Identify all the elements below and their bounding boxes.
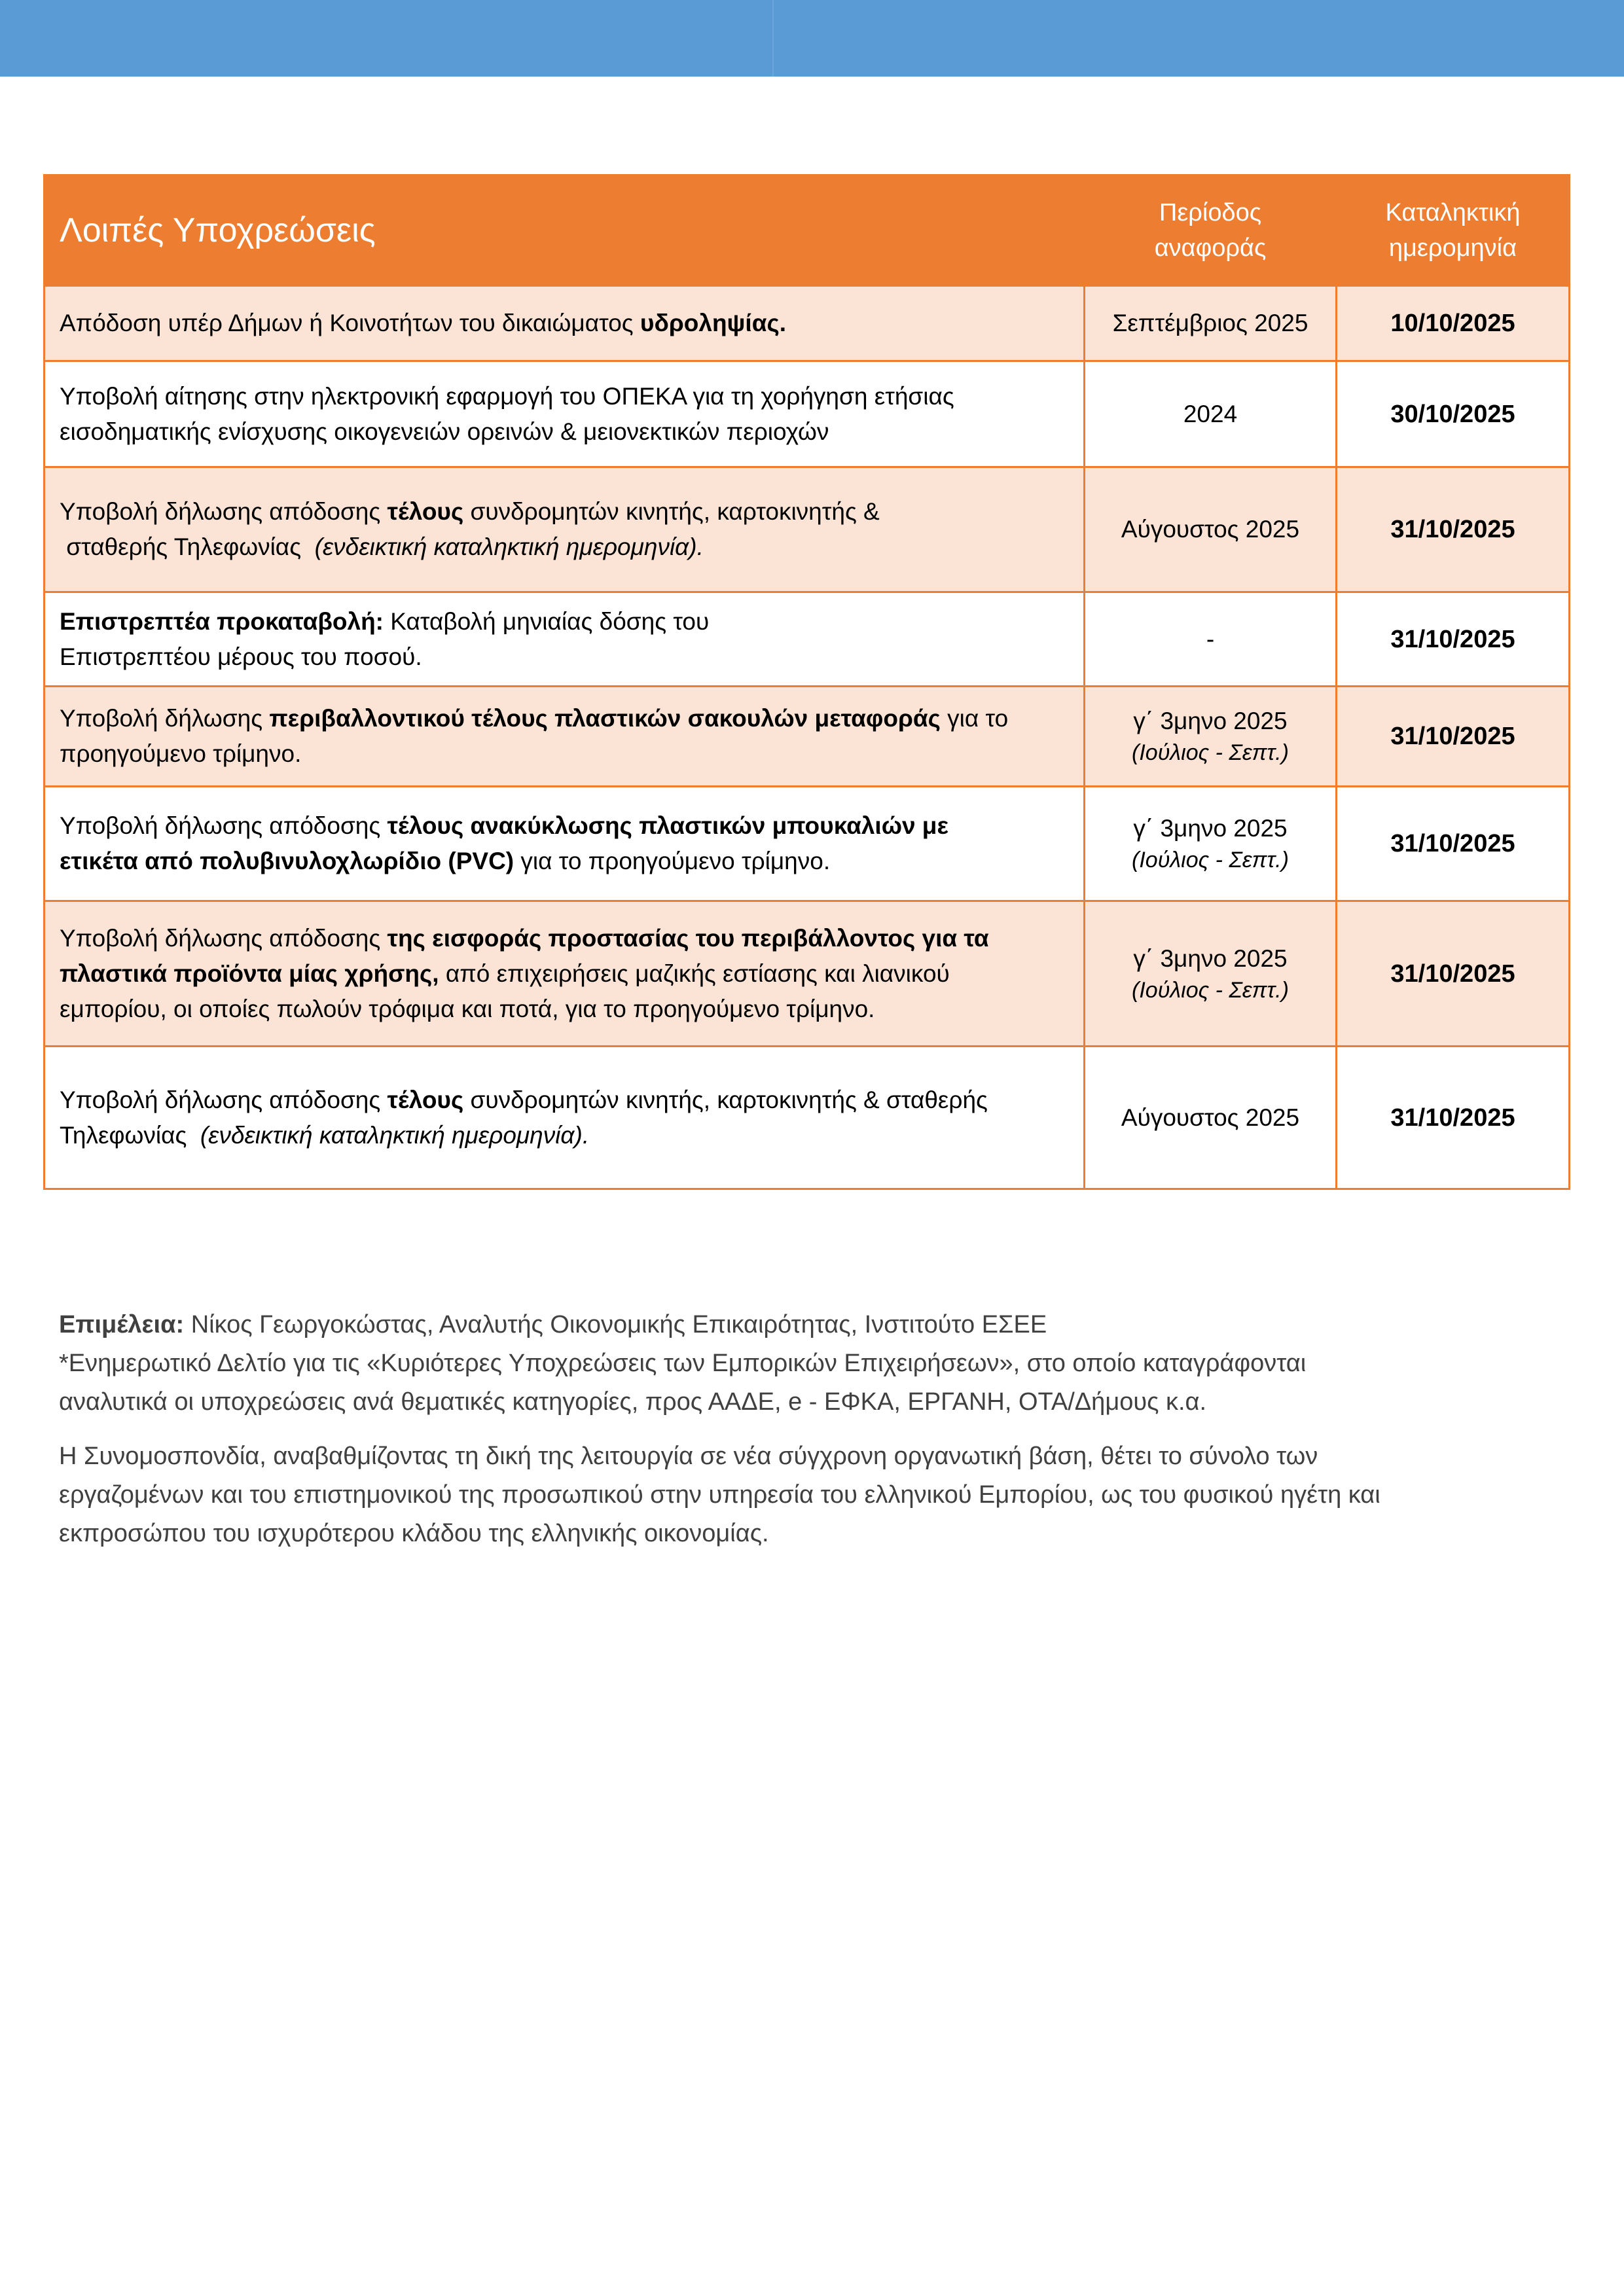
obligation-description bbox=[45, 687, 1085, 787]
reference-period bbox=[1085, 687, 1337, 787]
table-row bbox=[45, 592, 1570, 687]
obligation-description bbox=[45, 787, 1085, 901]
obligation-description bbox=[45, 467, 1085, 592]
table-row bbox=[45, 901, 1570, 1047]
desc-text: Καταβολή μηνιαίας δόσης του bbox=[384, 607, 710, 635]
deadline-header-line1: Καταληκτική bbox=[1385, 199, 1521, 226]
desc-bold-text: υδροληψίας. bbox=[640, 310, 786, 336]
desc-text: Επιστρεπτέου μέρους του ποσού. bbox=[60, 643, 422, 670]
confederation-paragraph bbox=[59, 1437, 1584, 1553]
deadline-date: 30/10/2025 bbox=[1337, 361, 1570, 467]
bulletin-note-line1: *Ενημερωτικό Δελτίο για τις «Κυριότερες Υποχρεώσεις των Εμπορικών Επιχειρήσεων», στο οποίο καταγράφονται bbox=[59, 1350, 1307, 1377]
period-sub-text: (Ιούλιος - Σεπτ.) bbox=[1132, 977, 1289, 1003]
banner-divider bbox=[772, 0, 774, 77]
desc-text: για το bbox=[940, 705, 1009, 732]
table-row bbox=[45, 687, 1570, 787]
desc-bold-text: τέλους bbox=[387, 498, 464, 525]
deadline-header-line2: ημερομηνία bbox=[1388, 234, 1517, 262]
obligation-description bbox=[45, 361, 1085, 467]
desc-bold-text: περιβαλλοντικού τέλους πλαστικών σακουλών μεταφοράς bbox=[269, 705, 941, 732]
desc-bold-text: Επιστρεπτέα προκαταβολή: bbox=[60, 607, 384, 635]
paragraph-line1: Η Συνομοσπονδία, αναβαθμίζοντας τη δική της λειτουργία σε νέα σύγχρονη οργανωτική βάση, θέτει το σύνολο των bbox=[59, 1443, 1318, 1470]
period-header-line1: Περίοδος bbox=[1159, 199, 1262, 226]
desc-text: σταθερής Τηλεφωνίας bbox=[60, 533, 315, 560]
deadline-date: 31/10/2025 bbox=[1337, 687, 1570, 787]
bulletin-note-line2: αναλυτικά οι υποχρεώσεις ανά θεματικές κατηγορίες, προς ΑΑΔΕ, e - ΕΦΚΑ, ΕΡΓΑΝΗ, ΟΤΑ/Δήμους κ.α. bbox=[59, 1388, 1207, 1416]
period-main-text: γ΄ 3μηνο 2025 bbox=[1133, 815, 1288, 842]
desc-text: συνδρομητών κινητής, καρτοκινητής & bbox=[463, 498, 880, 525]
obligation-description bbox=[45, 286, 1085, 361]
desc-bold-text: ετικέτα από πολυβινυλοχλωρίδιο (PVC) bbox=[60, 848, 514, 874]
table-row bbox=[45, 361, 1570, 467]
desc-text: συνδρομητών κινητής, καρτοκινητής & σταθερής bbox=[463, 1086, 988, 1113]
reference-period: Σεπτέμβριος 2025 bbox=[1085, 286, 1337, 361]
period-main-text: γ΄ 3μηνο 2025 bbox=[1133, 944, 1288, 972]
obligation-description bbox=[45, 1047, 1085, 1189]
desc-text: Υποβολή δήλωσης απόδοσης bbox=[60, 812, 388, 839]
desc-italic-text: (ενδεικτική καταληκτική ημερομηνία). bbox=[200, 1121, 590, 1149]
table-header-row bbox=[45, 175, 1570, 286]
table-row bbox=[45, 1047, 1570, 1189]
desc-text: Υποβολή αίτησης στην ηλεκτρονική εφαρμογή του ΟΠΕΚΑ για τη χορήγηση ετήσιας bbox=[60, 382, 954, 410]
table-row bbox=[45, 286, 1570, 361]
obligations-table bbox=[43, 174, 1570, 1190]
obligation-description bbox=[45, 901, 1085, 1047]
period-header-line2: αναφοράς bbox=[1154, 234, 1267, 262]
deadline-date: 31/10/2025 bbox=[1337, 1047, 1570, 1189]
paragraph-line2: εργαζομένων και του επιστημονικού της προσωπικού στην υπηρεσία του ελληνικού Εμπορίου, ως του φυσικού ηγέτη και bbox=[59, 1481, 1380, 1509]
credit-label: Επιμέλεια: bbox=[59, 1311, 185, 1338]
desc-bold-text: της εισφοράς προστασίας του περιβάλλοντος για τα bbox=[387, 924, 989, 952]
obligation-description bbox=[45, 592, 1085, 687]
paragraph-line3: εκπροσώπου του ισχυρότερου κλάδου της ελληνικής οικονομίας. bbox=[59, 1520, 769, 1547]
deadline-date: 31/10/2025 bbox=[1337, 787, 1570, 901]
desc-bold-text: τέλους ανακύκλωσης πλαστικών μπουκαλιών με bbox=[387, 812, 949, 839]
desc-bold-text: πλαστικά προϊόντα μίας χρήσης, bbox=[60, 960, 439, 987]
period-sub-text: (Ιούλιος - Σεπτ.) bbox=[1132, 740, 1289, 765]
table-title: Λοιπές Υποχρεώσεις bbox=[45, 175, 1085, 286]
top-banner bbox=[0, 0, 1624, 77]
period-main-text: γ΄ 3μηνο 2025 bbox=[1133, 708, 1288, 734]
column-header-period bbox=[1085, 175, 1337, 286]
reference-period: Αύγουστος 2025 bbox=[1085, 1047, 1337, 1189]
desc-text: εισοδηματικής ενίσχυσης οικογενειών ορεινών & μειονεκτικών περιοχών bbox=[60, 418, 829, 445]
deadline-date: 31/10/2025 bbox=[1337, 592, 1570, 687]
desc-text: Υποβολή δήλωσης απόδοσης bbox=[60, 1086, 388, 1113]
desc-text: Υποβολή δήλωσης απόδοσης bbox=[60, 498, 388, 525]
reference-period bbox=[1085, 787, 1337, 901]
deadline-date: 31/10/2025 bbox=[1337, 467, 1570, 592]
period-sub-text: (Ιούλιος - Σεπτ.) bbox=[1132, 848, 1289, 872]
table-row bbox=[45, 467, 1570, 592]
desc-text: Υποβολή δήλωσης bbox=[60, 705, 270, 732]
desc-italic-text: (ενδεικτική καταληκτική ημερομηνία). bbox=[314, 533, 704, 560]
desc-text: για το προηγούμενο τρίμηνο. bbox=[514, 848, 831, 874]
deadline-date: 31/10/2025 bbox=[1337, 901, 1570, 1047]
desc-text: Υποβολή δήλωσης απόδοσης bbox=[60, 924, 388, 952]
deadline-date: 10/10/2025 bbox=[1337, 286, 1570, 361]
desc-text: Τηλεφωνίας bbox=[60, 1121, 200, 1149]
desc-text: Απόδοση υπέρ Δήμων ή Κοινοτήτων του δικαιώματος bbox=[60, 310, 640, 336]
desc-text: από επιχειρήσεις μαζικής εστίασης και λιανικού bbox=[439, 960, 950, 987]
reference-period: 2024 bbox=[1085, 361, 1337, 467]
reference-period: Αύγουστος 2025 bbox=[1085, 467, 1337, 592]
credit-text: Νίκος Γεωργοκώστας, Αναλυτής Οικονομικής Επικαιρότητας, Ινστιτούτο ΕΣΕΕ bbox=[184, 1311, 1047, 1338]
desc-text: εμπορίου, οι οποίες πωλούν τρόφιμα και ποτά, για το προηγούμενο τρίμηνο. bbox=[60, 995, 875, 1022]
footer-notes bbox=[59, 1306, 1584, 1553]
column-header-deadline bbox=[1337, 175, 1570, 286]
desc-bold-text: τέλους bbox=[387, 1086, 464, 1113]
reference-period: - bbox=[1085, 592, 1337, 687]
desc-text: προηγούμενο τρίμηνο. bbox=[60, 740, 302, 767]
credit-line bbox=[59, 1306, 1584, 1344]
table-row bbox=[45, 787, 1570, 901]
reference-period bbox=[1085, 901, 1337, 1047]
